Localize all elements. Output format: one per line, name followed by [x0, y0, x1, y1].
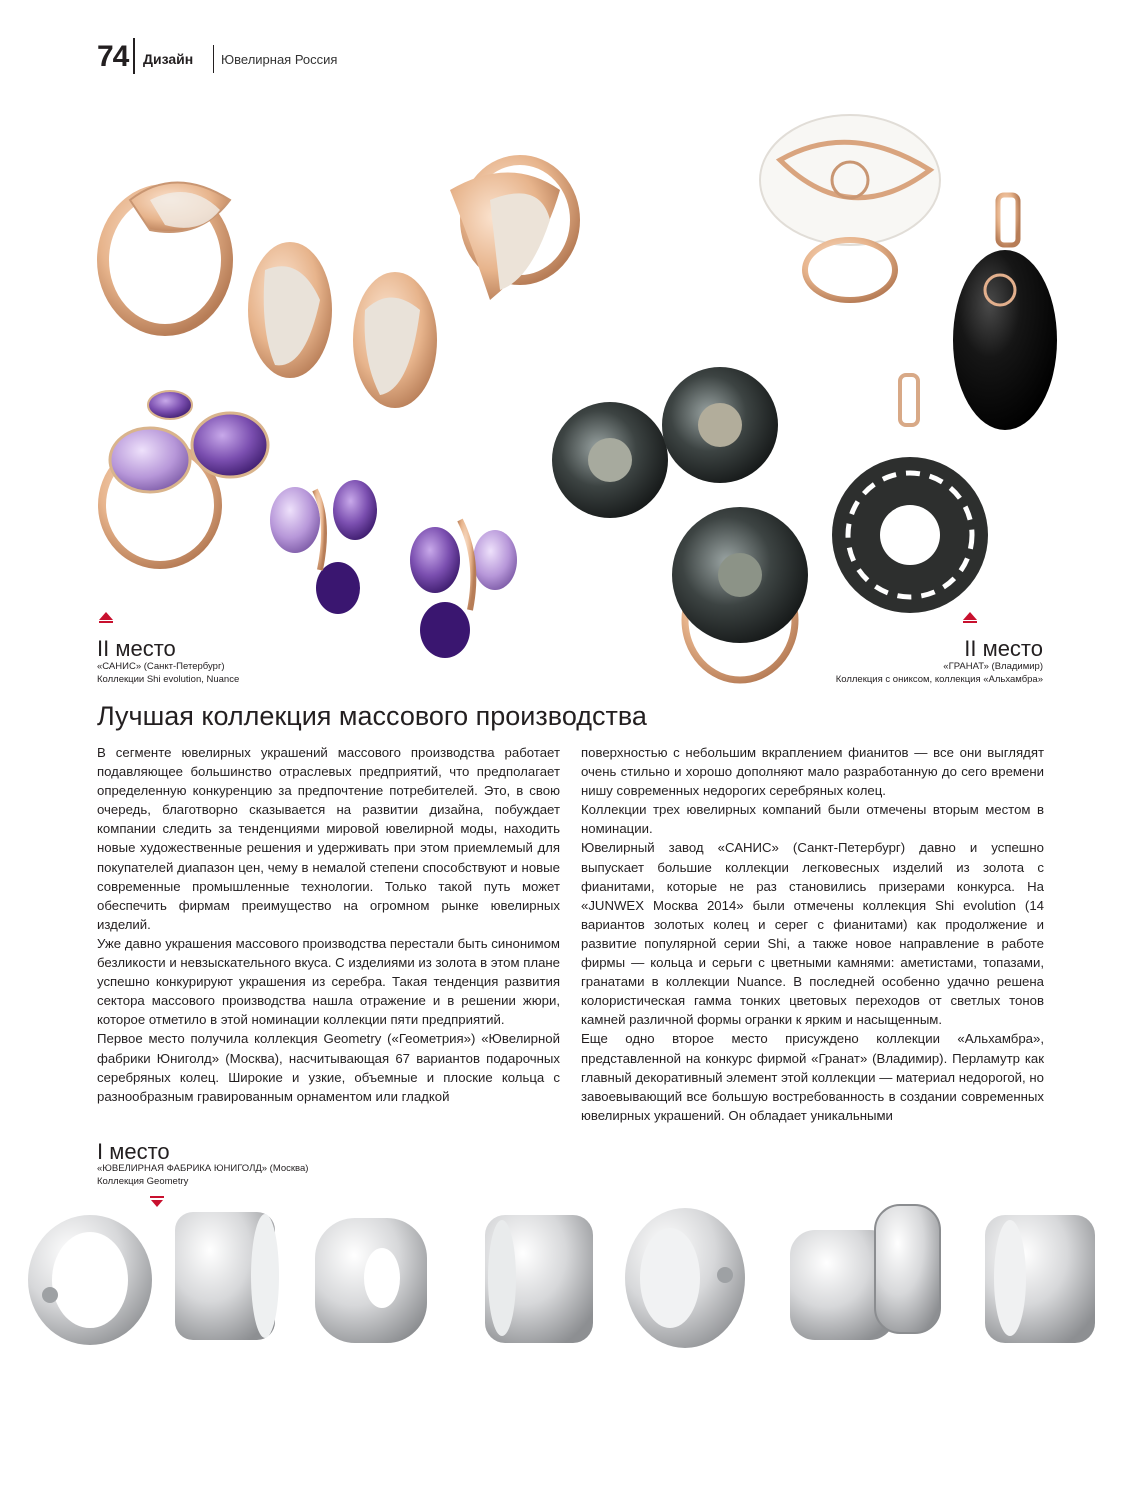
company-label-right: «ГРАНАТ» (Владимир)	[943, 661, 1043, 672]
amethyst-earrings	[270, 480, 517, 658]
silver-ring	[28, 1215, 152, 1345]
paragraph: Коллекции трех ювелирных компаний были отмечены вторым местом в номинации.	[581, 802, 1044, 837]
article-column-2	[581, 743, 1044, 1125]
paragraph: В сегменте ювелирных украшений массового производства работает подавляющее большинство отраслевых предприятий, что предполагает определенную конкуренцию за предпочтение потребителей. Это, в свою очередь, благотворно сказывается на развитии дизайна, побуждает компании следить за тенденциями мировой ювелирной моды, находить новые художественные решения и удерживать при этом приемлемый для покупателей диапазон цен, чему в немалой степени способствуют и новые современные промышленные технологии. Только такой путь может обеспечить фирмам преимущество на огромном рынке ювелирных изделий.	[97, 745, 560, 932]
silver-ring	[175, 1212, 279, 1340]
company-label-first: «ЮВЕЛИРНАЯ ФАБРИКА ЮНИГОЛД» (Москва)	[97, 1163, 309, 1174]
header-divider	[213, 45, 214, 73]
paragraph: Уже давно украшения массового производства перестали быть синонимом безликости и невзыскательного вкуса. С изделиями из золота в этом плане успешно конкурируют украшения из серебра. Такая тенденция развития сектора массового производства нашла отражение и в решении жюри, которое отметило в этой номинации коллекции пяти предприятий.	[97, 935, 561, 1028]
collection-label-left: Коллекции Shi evolution, Nuance	[97, 674, 240, 685]
unigold-silver-rings-photo	[20, 1200, 1120, 1350]
paragraph: Ювелирный завод «САНИС» (Санкт-Петербург) давно и успешно выпускает большие коллекции легковесных изделий из золота с фианитами, которые не раз становились призерами конкурса. На «JUNWEX Москва 2014» были отмечены коллекция Shi evolution (14 вариантов золотых колец и серег с фианитами) как продолжение и развитие популярной серии Shi, а также новое направление в работе фирмы — кольца и серьги с цветными камнями: аметистами, топазами, гранатами в коллекции Nuance. В последней особенно удачно решена колористическая гамма тонких цветовых переходов от светлых тонов камней различной формы огранки к ярким и насыщенным.	[581, 840, 1044, 1028]
place-label-left: II место	[97, 636, 176, 661]
marker-line	[99, 621, 113, 623]
marker-triangle	[963, 612, 977, 620]
paragraph: поверхностью с небольшим вкраплением фианитов — все они выглядят очень стильно и хорошо дополняют мало разработанную до сего времени нишу современных недорогих серебряных колец.	[581, 745, 1044, 799]
paragraph: Еще одно второе место присуждено коллекции «Альхамбра», представленной на конкурс фирмой «Гранат» (Владимир). Перламутр как главный декоративный элемент этой коллекции — материал недорогой, но завоевывающий все большую востребованность в создании современных ювелирных украшений. Он обладает уникальными	[581, 1031, 1044, 1123]
header-divider	[133, 38, 135, 74]
collection-label-right: Коллекция с ониксом, коллекция «Альхамбра»	[835, 674, 1043, 685]
black-onyx-pendant	[953, 195, 1057, 430]
alhambra-pendant	[832, 375, 988, 613]
granat-jewelry-photo	[550, 110, 1045, 685]
marker-line	[963, 621, 977, 623]
marker-line	[150, 1196, 164, 1198]
white-onyx-ring	[760, 115, 940, 300]
silver-ring	[985, 1215, 1095, 1343]
gold-earrings-1	[248, 242, 437, 408]
silver-ring	[790, 1205, 940, 1340]
place-label-first: I место	[97, 1139, 170, 1164]
article-title: Лучшая коллекция массового производства	[97, 701, 647, 731]
pearl-earrings	[552, 265, 778, 518]
page-number: 74	[97, 40, 129, 73]
silver-ring	[485, 1215, 593, 1343]
silver-ring	[315, 1218, 427, 1343]
section-title: Дизайн	[143, 51, 194, 67]
pearl-ring	[672, 507, 808, 680]
silver-ring	[625, 1208, 745, 1348]
gold-ring-1	[103, 183, 230, 331]
company-label-left: «САНИС» (Санкт-Петербург)	[97, 661, 225, 672]
article-column-1	[97, 743, 560, 1106]
collection-label-first: Коллекция Geometry	[97, 1176, 189, 1187]
marker-triangle	[99, 612, 113, 620]
paragraph: Первое место получила коллекция Geometry («Геометрия») «Ювелирной фабрики Юниголд» (Москва), насчитывающая 67 вариантов подарочных серебряных колец. Широкие и узкие, объемные и плоские кольца с разнообразным гравированным орнаментом или гладкой	[97, 1031, 560, 1104]
sanis-jewelry-photo	[90, 160, 560, 635]
place-label-right: II место	[964, 636, 1043, 661]
amethyst-ring	[102, 391, 268, 565]
magazine-title: Ювелирная Россия	[221, 52, 338, 67]
